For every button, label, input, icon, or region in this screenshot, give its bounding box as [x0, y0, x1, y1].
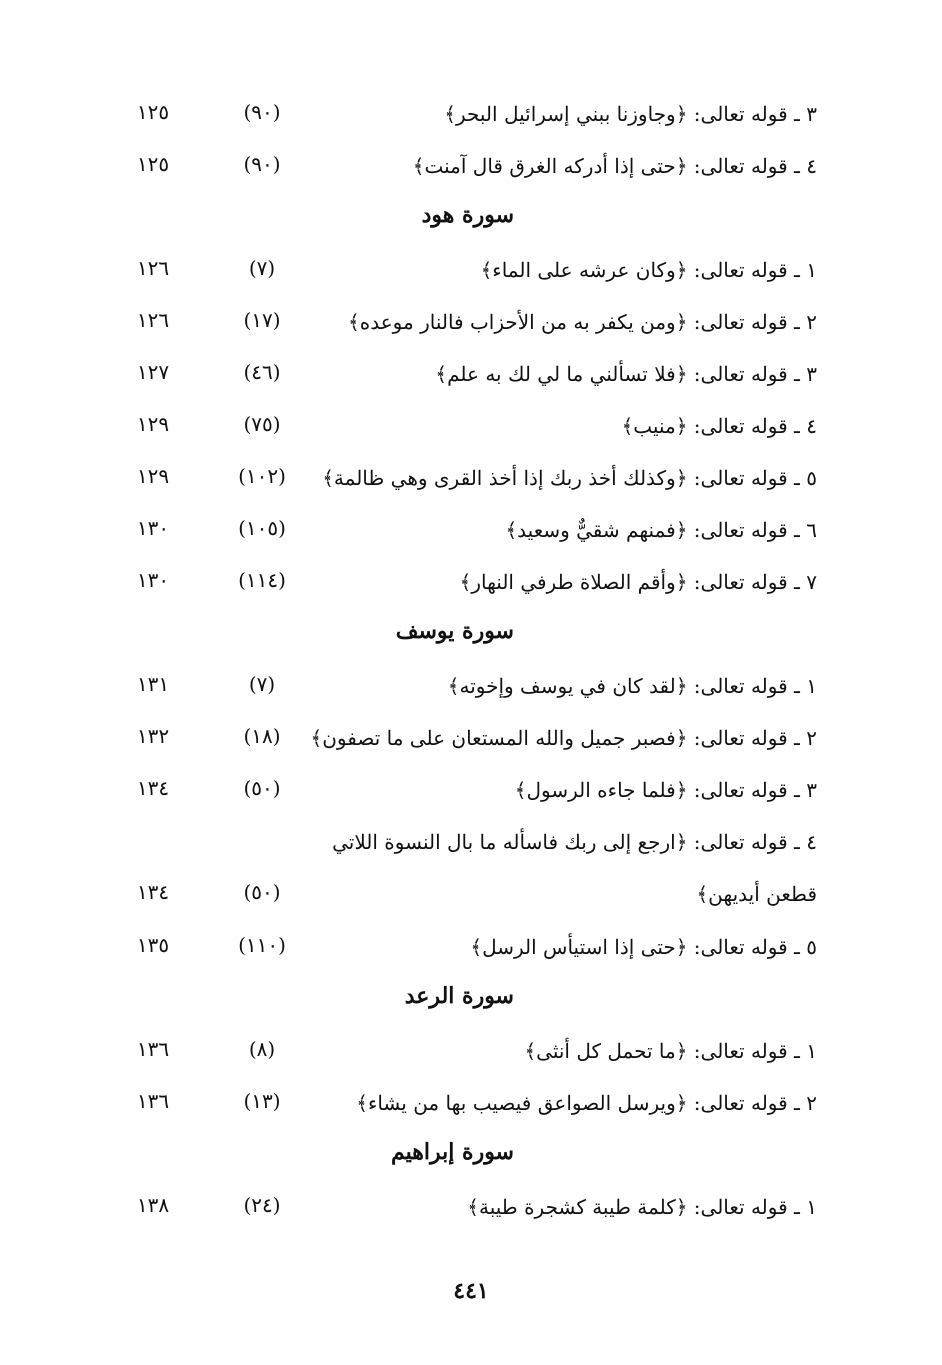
page-reference: ١٣١	[136, 672, 170, 696]
index-entry	[0, 400, 942, 452]
surah-title: سورة هود	[421, 202, 514, 228]
entry-text: ٤ ـ قوله تعالى: ﴿منيب﴾	[621, 414, 817, 438]
verse-number: (١٠٥)	[238, 516, 286, 540]
page-reference: ١٣٤	[136, 776, 170, 800]
entry-text: ٤ ـ قوله تعالى: ﴿ارجع إلى ربك فاسأله ما بال النسوة اللاتي قطعن أيديهن﴾	[332, 830, 817, 906]
entry-text: ٥ ـ قوله تعالى: ﴿وكذلك أخذ ربك إذا أخذ القرى وهي ظالمة﴾	[322, 466, 817, 490]
page-reference: ١٢٦	[136, 256, 170, 280]
page-reference: ١٣٠	[136, 516, 170, 540]
verse-number: (٥٠)	[243, 880, 281, 904]
index-entry	[0, 348, 942, 400]
entry-text: ١ ـ قوله تعالى: ﴿لقد كان في يوسف وإخوته﴾	[447, 674, 817, 698]
verse-number: (٧٥)	[243, 412, 281, 436]
surah-heading	[0, 608, 942, 660]
surah-title: سورة الرعد	[404, 983, 514, 1009]
entry-text: ٢ ـ قوله تعالى: ﴿فصبر جميل والله المستعان على ما تصفون﴾	[310, 726, 817, 750]
verse-number: (٤٦)	[243, 360, 281, 384]
page-reference: ١٢٥	[136, 100, 170, 124]
index-entry	[0, 140, 942, 192]
index-entry	[0, 816, 942, 921]
entry-text: ٢ ـ قوله تعالى: ﴿ويرسل الصواعق فيصيب بها من يشاء﴾	[356, 1091, 817, 1115]
page-number: ٤٤١	[453, 1278, 489, 1304]
page-reference: ١٣٥	[136, 933, 170, 957]
entry-text: ٧ ـ قوله تعالى: ﴿وأقم الصلاة طرفي النهار﴾	[459, 570, 817, 594]
page-reference: ١٢٥	[136, 152, 170, 176]
verse-number: (٥٠)	[243, 776, 281, 800]
verse-number: (١١٠)	[238, 933, 286, 957]
index-entry	[0, 1077, 942, 1129]
verse-number: (٩٠)	[243, 100, 281, 124]
entry-text: ٥ ـ قوله تعالى: ﴿حتى إذا استيأس الرسل﴾	[470, 935, 817, 959]
index-entry	[0, 660, 942, 712]
verse-number: (١٧)	[243, 308, 281, 332]
surah-heading	[0, 192, 942, 244]
index-entry	[0, 556, 942, 608]
index-entry	[0, 88, 942, 140]
entry-text: ٢ ـ قوله تعالى: ﴿ومن يكفر به من الأحزاب فالنار موعده﴾	[348, 310, 817, 334]
entry-text: ٣ ـ قوله تعالى: ﴿فلما جاءه الرسول﴾	[514, 778, 817, 802]
entry-text: ١ ـ قوله تعالى: ﴿وكان عرشه على الماء﴾	[480, 258, 817, 282]
page-reference: ١٣٦	[136, 1089, 170, 1113]
surah-title: سورة يوسف	[395, 618, 514, 644]
verse-number: (١١٤)	[238, 568, 286, 592]
index-entry	[0, 452, 942, 504]
index-entry	[0, 244, 942, 296]
index-entry	[0, 296, 942, 348]
page-reference: ١٢٩	[136, 412, 170, 436]
verse-number: (٢٤)	[243, 1193, 281, 1217]
page-reference: ١٣٨	[136, 1193, 170, 1217]
page-reference: ١٣٤	[136, 880, 170, 904]
page-reference: ١٢٧	[136, 360, 170, 384]
surah-heading	[0, 1129, 942, 1181]
surah-heading	[0, 973, 942, 1025]
page-reference: ١٢٦	[136, 308, 170, 332]
index-entry	[0, 921, 942, 973]
entry-text: ١ ـ قوله تعالى: ﴿ما تحمل كل أنثى﴾	[524, 1039, 817, 1063]
entry-text: ٦ ـ قوله تعالى: ﴿فمنهم شقيٌّ وسعيد﴾	[505, 518, 817, 542]
entry-text: ٣ ـ قوله تعالى: ﴿وجاوزنا ببني إسرائيل البحر﴾	[444, 102, 817, 126]
verse-number: (١٣)	[243, 1089, 281, 1113]
entry-text: ٣ ـ قوله تعالى: ﴿فلا تسألني ما لي لك به علم﴾	[435, 362, 817, 386]
page-reference: ١٢٩	[136, 464, 170, 488]
page-reference: ١٣٠	[136, 568, 170, 592]
entry-text: ١ ـ قوله تعالى: ﴿كلمة طيبة كشجرة طيبة﴾	[467, 1195, 817, 1219]
verse-number: (٧)	[248, 256, 276, 280]
verse-number: (١٨)	[243, 724, 281, 748]
verse-number: (٨)	[248, 1037, 276, 1061]
page-reference: ١٣٦	[136, 1037, 170, 1061]
index-entry	[0, 1181, 942, 1233]
index-entry	[0, 712, 942, 764]
index-list	[0, 88, 942, 1233]
verse-number: (٩٠)	[243, 152, 281, 176]
verse-number: (١٠٢)	[238, 464, 286, 488]
surah-title: سورة إبراهيم	[391, 1139, 514, 1165]
page-reference: ١٣٢	[136, 724, 170, 748]
index-entry	[0, 764, 942, 816]
entry-text: ٤ ـ قوله تعالى: ﴿حتى إذا أدركه الغرق قال آمنت﴾	[412, 154, 817, 178]
index-entry	[0, 1025, 942, 1077]
index-entry	[0, 504, 942, 556]
verse-number: (٧)	[248, 672, 276, 696]
